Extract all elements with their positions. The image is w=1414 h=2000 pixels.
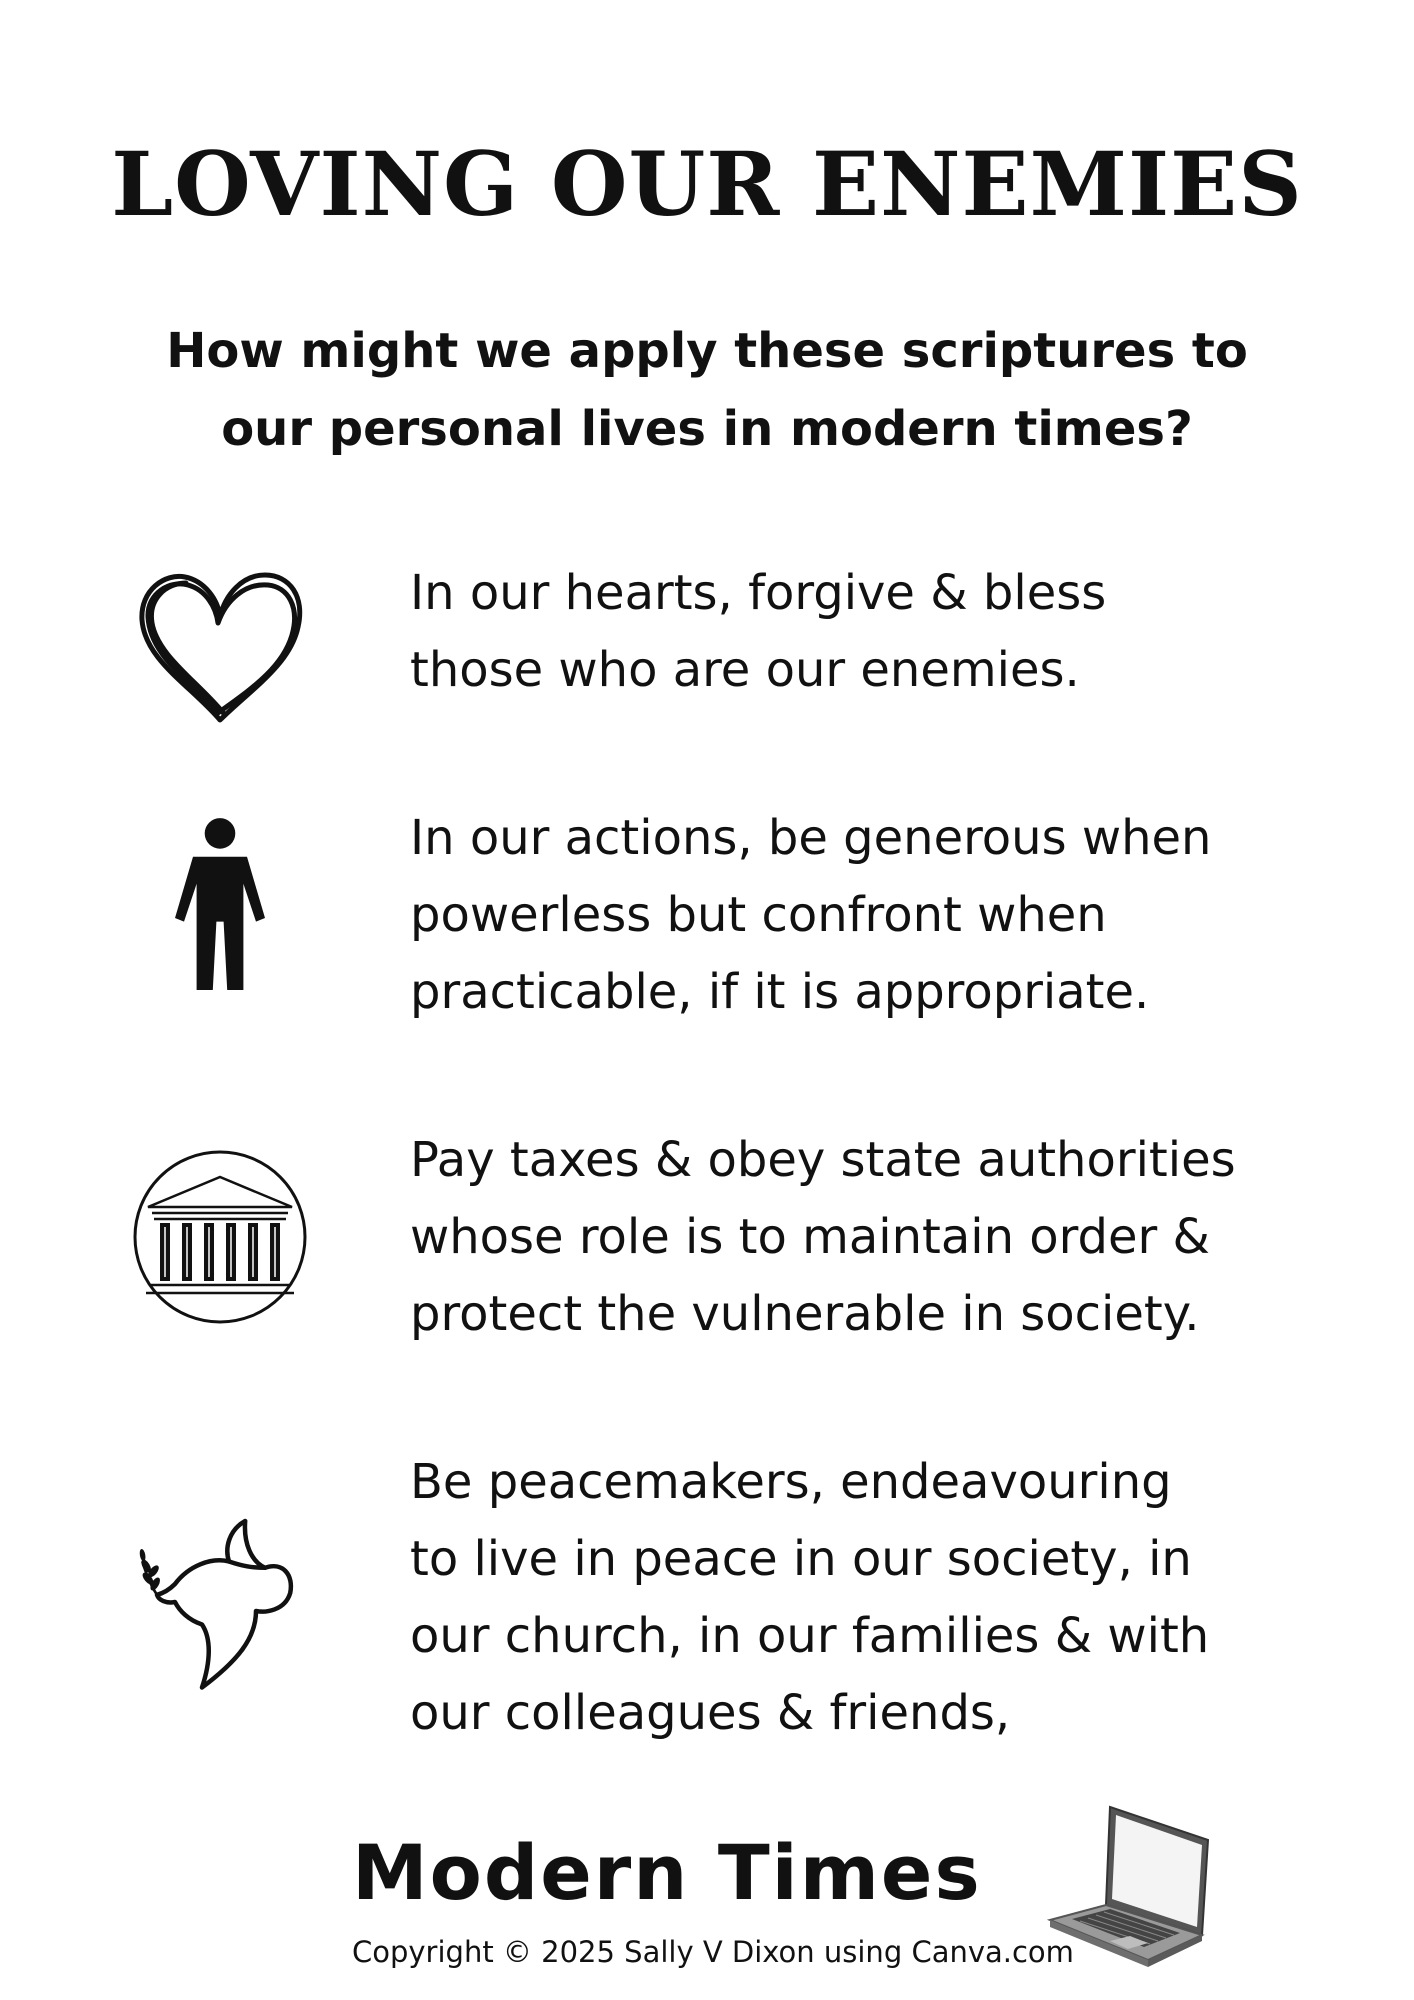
item-text: [410, 1444, 1310, 1752]
item-line: our colleagues & friends,: [410, 1685, 1011, 1741]
heart-icon: [130, 555, 310, 735]
item-text: [410, 1122, 1310, 1353]
item-text: [410, 555, 1310, 709]
subtitle: [0, 312, 1414, 468]
item-line: those who are our enemies.: [410, 642, 1080, 698]
person-icon: [130, 810, 310, 990]
item-line: In our actions, be generous when: [410, 810, 1212, 866]
item-line: to live in peace in our society, in: [410, 1531, 1192, 1587]
copyright-text: Copyright © 2025 Sally V Dixon using Canva.com: [352, 1935, 1074, 1969]
item-line: whose role is to maintain order &: [410, 1209, 1210, 1265]
item-line: In our hearts, forgive & bless: [410, 565, 1107, 621]
page-title: LOVING OUR ENEMIES: [111, 132, 1303, 236]
dove-icon: [130, 1512, 310, 1692]
subtitle-line: our personal lives in modern times?: [221, 401, 1193, 457]
item-line: our church, in our families & with: [410, 1608, 1210, 1664]
laptop-icon: [1040, 1795, 1220, 1975]
subtitle-line: How might we apply these scriptures to: [166, 323, 1248, 379]
item-line: powerless but confront when: [410, 887, 1107, 943]
item-text: [410, 800, 1310, 1031]
government-building-icon: [130, 1147, 310, 1327]
item-line: practicable, if it is appropriate.: [410, 964, 1150, 1020]
item-line: protect the vulnerable in society.: [410, 1286, 1200, 1342]
footer-title: Modern Times: [352, 1828, 982, 1917]
item-line: Pay taxes & obey state authorities: [410, 1132, 1236, 1188]
item-line: Be peacemakers, endeavouring: [410, 1454, 1172, 1510]
